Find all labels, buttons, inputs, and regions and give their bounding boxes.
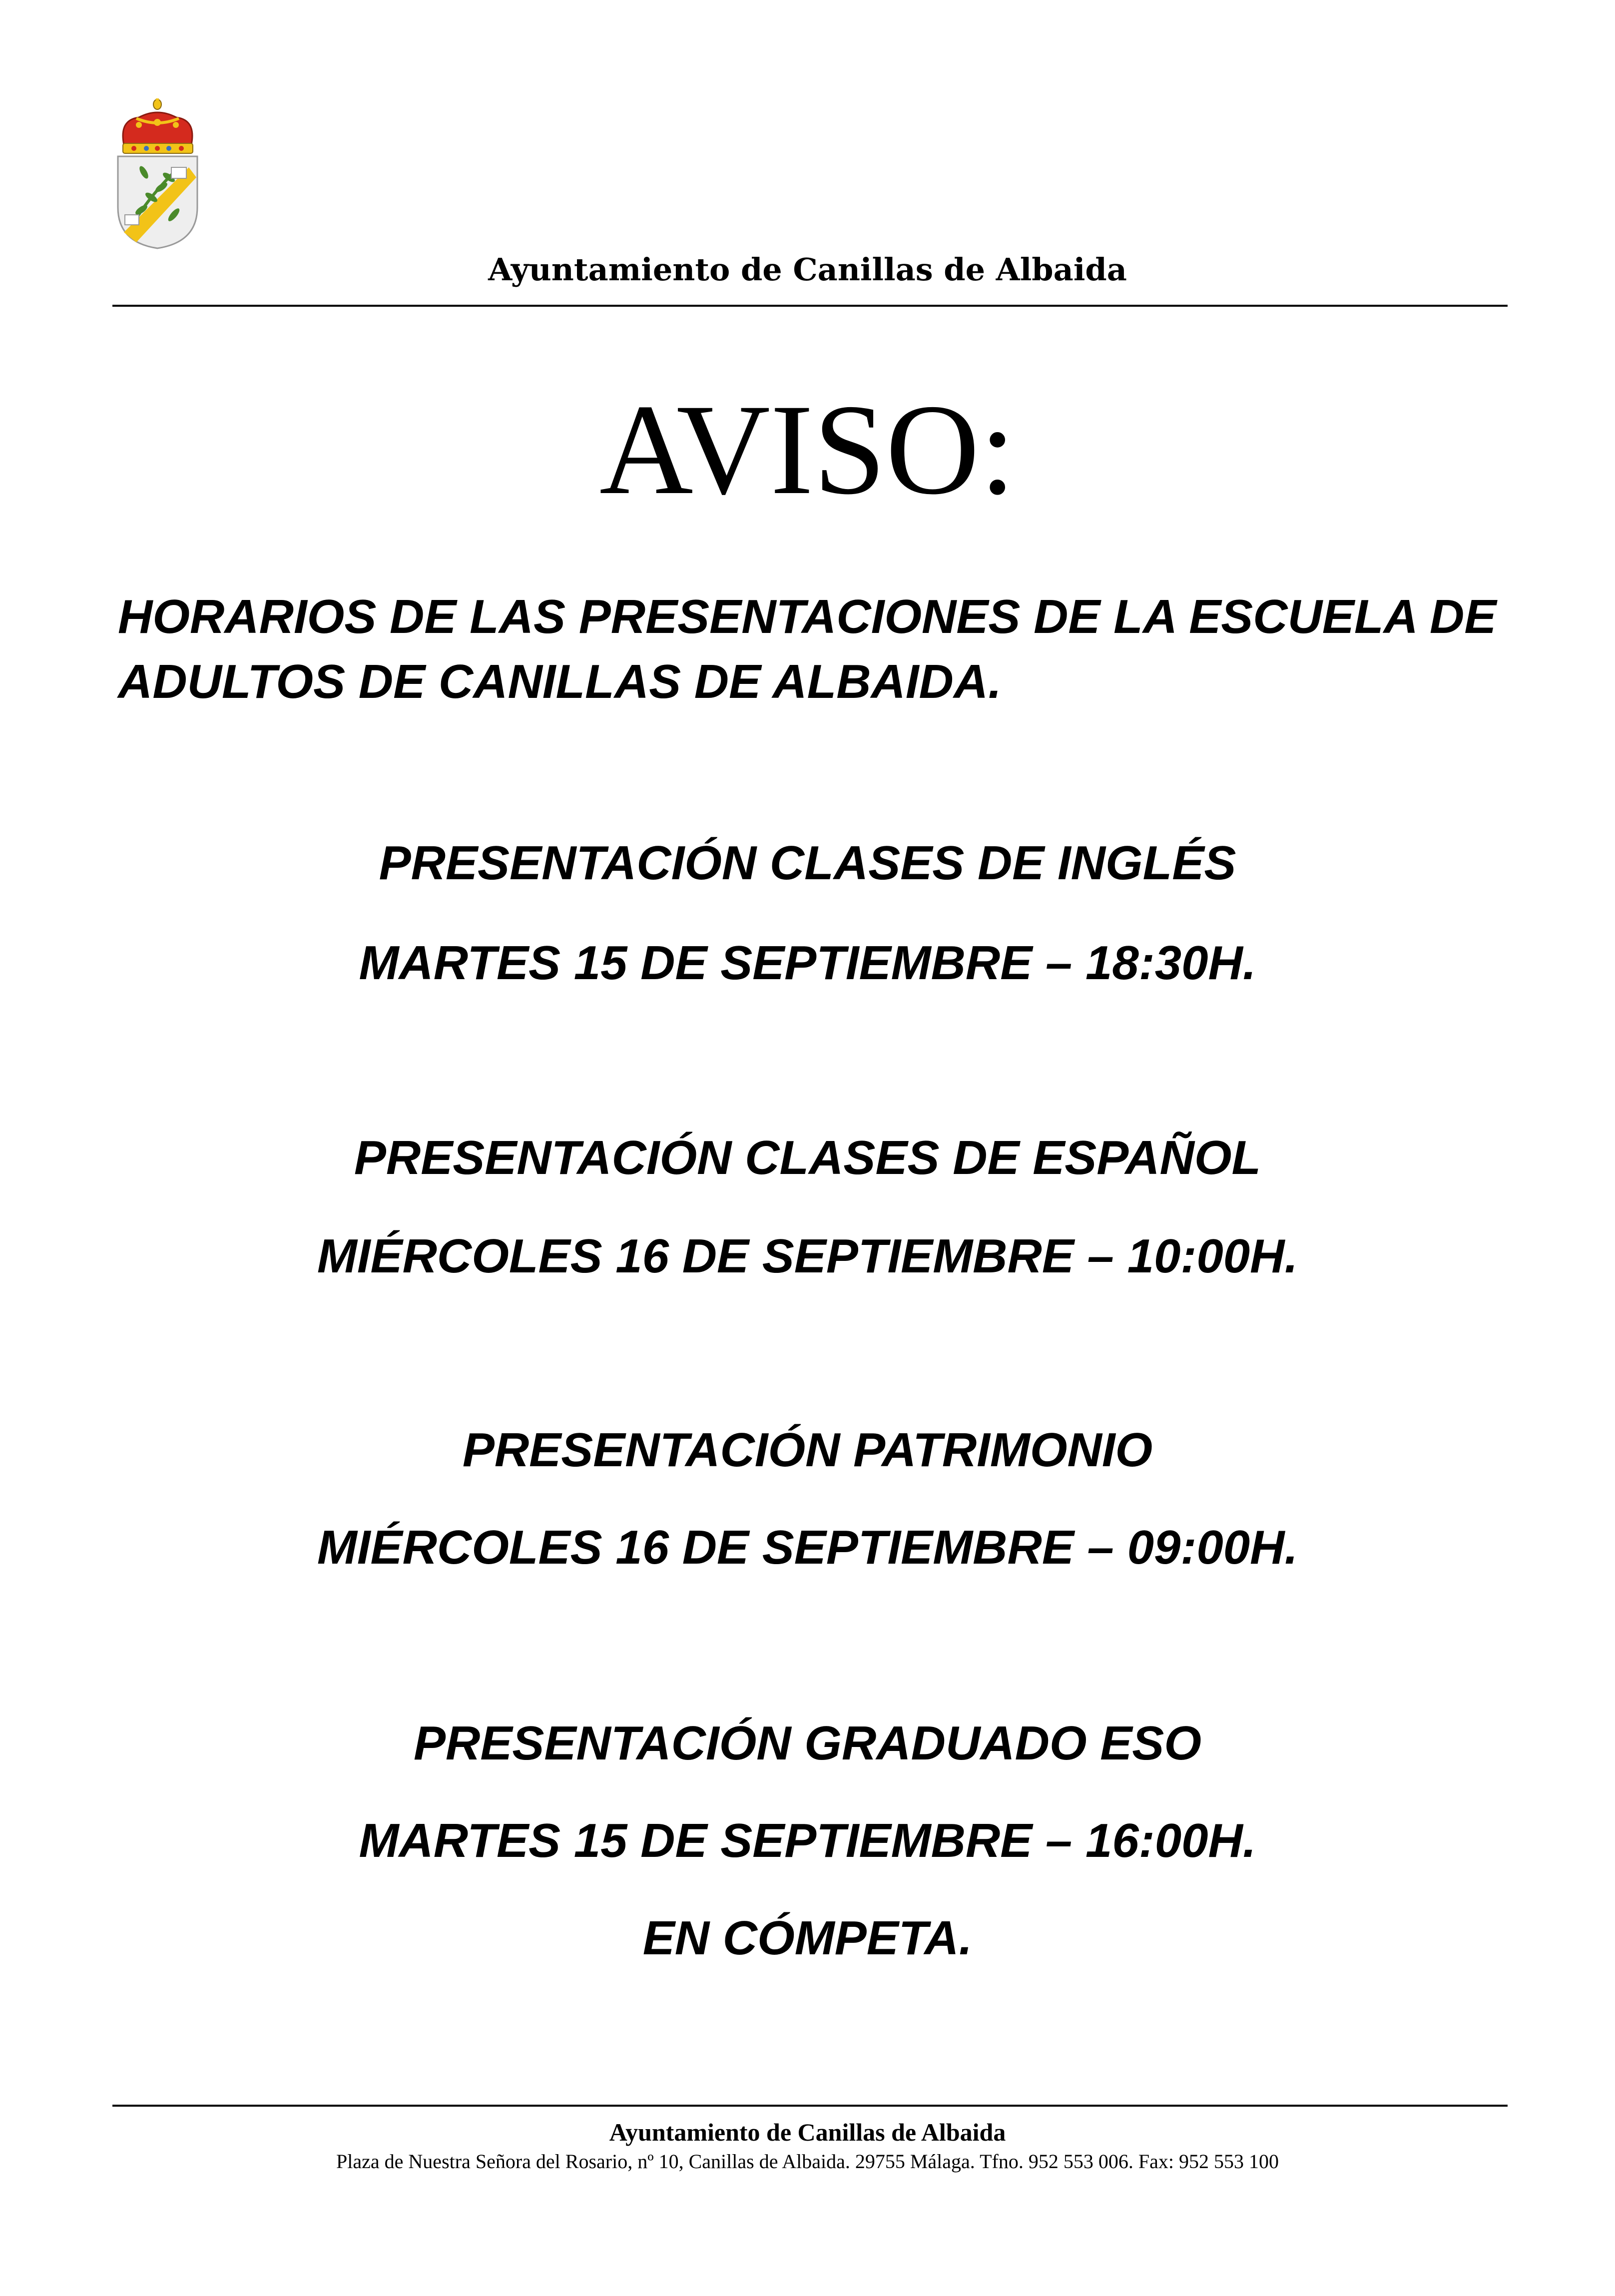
crown-icon bbox=[123, 98, 193, 153]
event-3-datetime: MIÉRCOLES 16 DE SEPTIEMBRE – 09:00H. bbox=[317, 1521, 1298, 1574]
event-2-datetime: MIÉRCOLES 16 DE SEPTIEMBRE – 10:00H. bbox=[317, 1229, 1298, 1283]
event-4-location: EN CÓMPETA. bbox=[642, 1911, 973, 1965]
header-title: Ayuntamiento de Canillas de Albaida bbox=[488, 251, 1127, 288]
footer-divider bbox=[112, 2105, 1508, 2107]
event-4-name: PRESENTACIÓN GRADUADO ESO bbox=[413, 1717, 1201, 1770]
shield-icon bbox=[118, 156, 197, 248]
notice-title: AVISO: bbox=[599, 378, 1016, 522]
notice-intro: HORARIOS DE LAS PRESENTACIONES DE LA ESCUELA DE ADULTOS DE CANILLAS DE ALBAIDA. bbox=[118, 590, 1497, 708]
coat-of-arms-icon bbox=[114, 97, 201, 250]
footer-address: Plaza de Nuestra Señora del Rosario, nº 10, Canillas de Albaida. 29755 Málaga. Tfno. 952 553 006. Fax: 952 553 100 bbox=[336, 2150, 1279, 2173]
event-1-datetime: MARTES 15 DE SEPTIEMBRE – 18:30H. bbox=[359, 936, 1256, 990]
event-1-name: PRESENTACIÓN CLASES DE INGLÉS bbox=[379, 836, 1236, 890]
footer-name: Ayuntamiento de Canillas de Albaida bbox=[609, 2118, 1006, 2146]
event-2-name: PRESENTACIÓN CLASES DE ESPAÑOL bbox=[354, 1131, 1261, 1184]
event-3-name: PRESENTACIÓN PATRIMONIO bbox=[462, 1423, 1153, 1477]
event-4-datetime: MARTES 15 DE SEPTIEMBRE – 16:00H. bbox=[359, 1814, 1256, 1867]
header-divider bbox=[112, 305, 1508, 307]
